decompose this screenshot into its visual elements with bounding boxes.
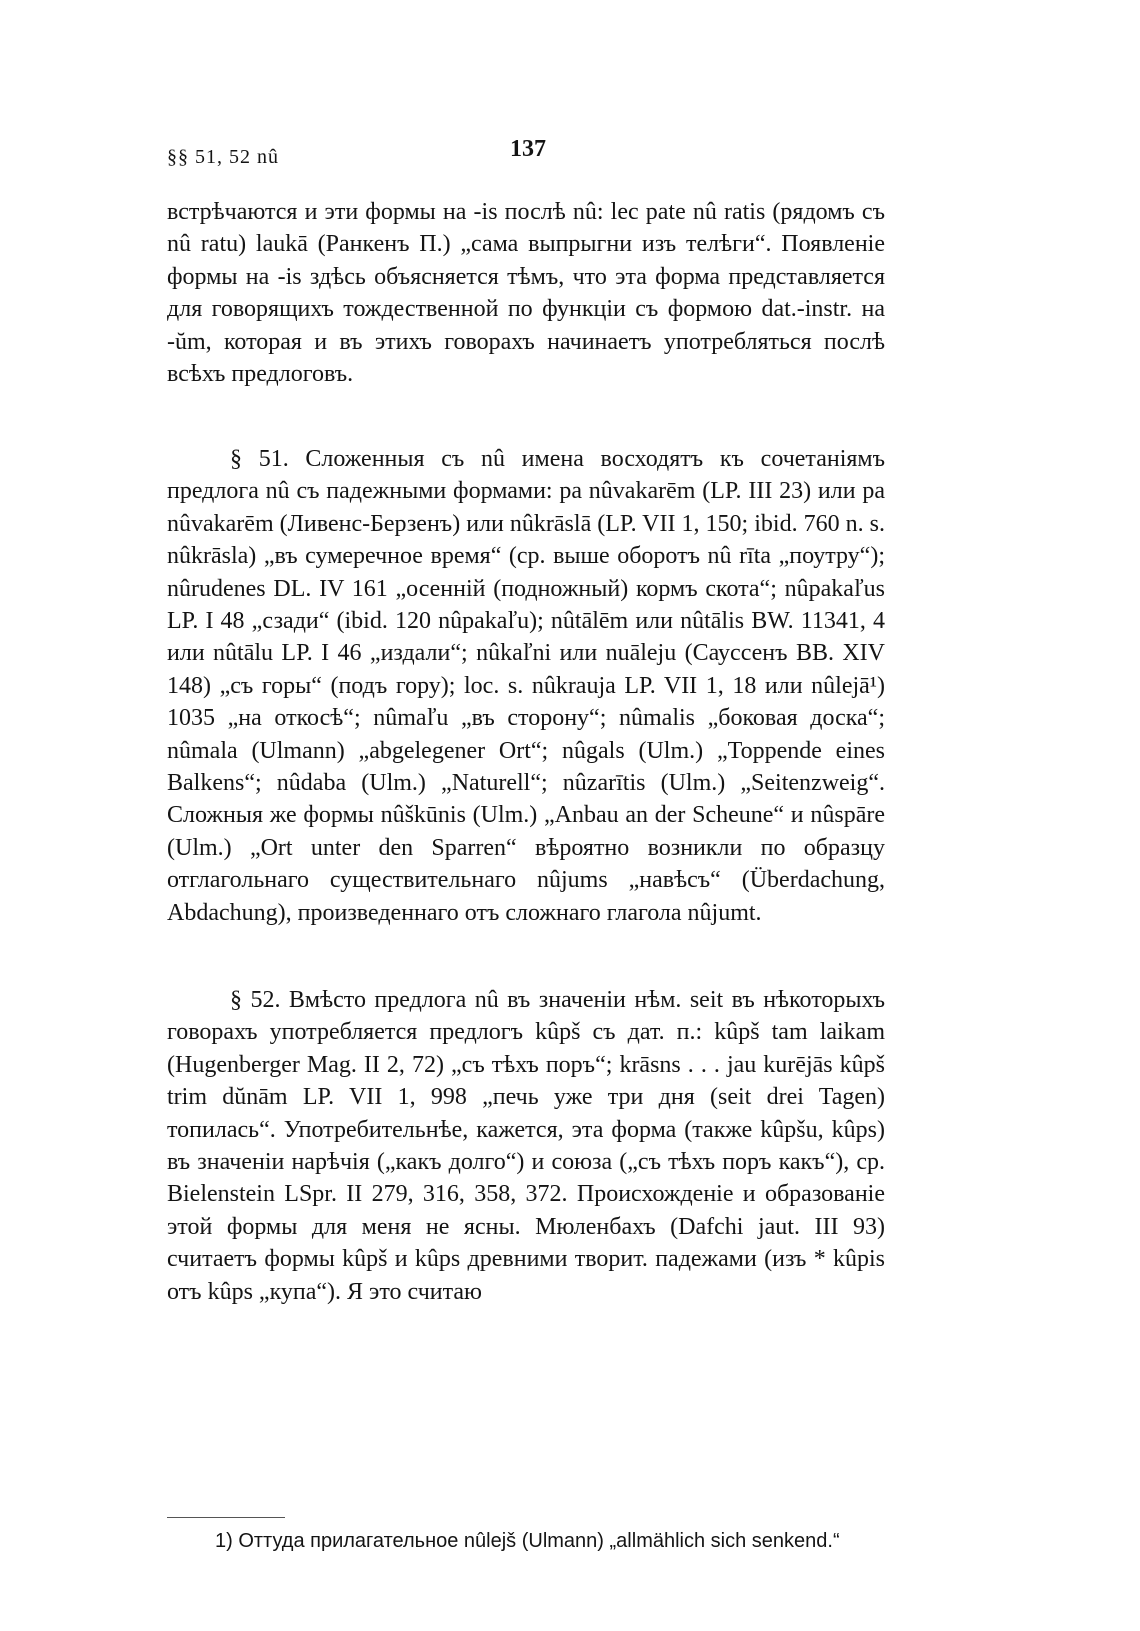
footnote: 1) Оттуда прилагательное nûlejš (Ulmann) „allmählich sich senkend.“	[215, 1530, 840, 1552]
paragraph-section-52: § 52. Вмѣсто предлога nû въ значеніи нѣм. seit въ нѣкоторыхъ говорахъ употребляется предлогъ kûpš съ дат. п.: kûpš tam laikam (Hugenberger Mag. II 2, 72) „съ тѣхъ поръ“; krāsns . . . jau kurējās kûpš trim dŭnām LP. VII 1, 998 „печь уже три дня (seit drei Tagen) топилась“. Употребительнѣе, кажется, эта форма (также kûpšu, kûps) въ значеніи нарѣчія („какъ долго“) и союза („съ тѣхъ поръ какъ“), ср. Bielenstein LSpr. II 279, 316, 358, 372. Происхожденіе и образованіе этой формы для меня не ясны. Мюленбахъ (Dafchi jaut. III 93) считаетъ формы kûpš и kûps древними творит. падежами (изъ * kûpis отъ kûps „купа“). Я это считаю	[167, 987, 885, 1305]
running-header	[167, 136, 887, 176]
page-number: 137	[510, 136, 546, 162]
paragraph-section-51: § 51. Сложенныя съ nû имена восходятъ къ сочетаніямъ предлога nû съ падежными формами: pa nûvakarēm (LP. III 23) или pa nûvakarēm (Ливенс-Берзенъ) или nûkrāslā (LP. VII 1, 150; ibid. 760 n. s. nûkrāsla) „въ сумеречное время“ (ср. выше оборотъ nû rīta „поутру“); nûrudenes DL. IV 161 „осенній (подножный) кормъ скота“; nûpakaľus LP. I 48 „сзади“ (ibid. 120 nûpakaľu); nûtālēm или nûtālis BW. 11341, 4 или nûtālu LP. I 46 „издали“; nûkaľni или nuāleju (Сауссенъ BB. XIV 148) „съ горы“ (подъ гору); loc. s. nûkrauja LP. VII 1, 18 или nûlejā¹) 1035 „на откосѣ“; nûmaľu „въ сторону“; nûmalis „боковая доска“; nûmala (Ulmann) „abgelegener Ort“; nûgals (Ulm.) „Toppende eines Balkens“; nûdaba (Ulm.) „Naturell“; nûzarītis (Ulm.) „Seitenzweig“. Сложныя же формы nûškūnis (Ulm.) „Anbau an der Scheune“ и nûspāre (Ulm.) „Ort unter den Sparren“ вѣроятно возникли по образцу отглагольнаго существительнаго nûjums „навѣсъ“ (Überdachung, Abdachung), произведеннаго отъ сложнаго глагола nûjumt.	[167, 446, 885, 926]
paragraph-continuation: встрѣчаются и эти формы на -is послѣ nû: lec pate nû ratis (рядомъ съ nû ratu) laukā (Ранкенъ П.) „сама выпрыгни изъ телѣги“. Появленіе формы на -is здѣсь объясняется тѣмъ, что эта форма представляется для говорящихъ тождественной по функціи съ формою dat.-instr. на -ŭm, которая и въ этихъ говорахъ начинаетъ употребляться послѣ всѣхъ предлоговъ.	[167, 199, 885, 388]
footnote-divider	[167, 1517, 285, 1518]
section-reference: §§ 51, 52 nû	[167, 146, 279, 168]
